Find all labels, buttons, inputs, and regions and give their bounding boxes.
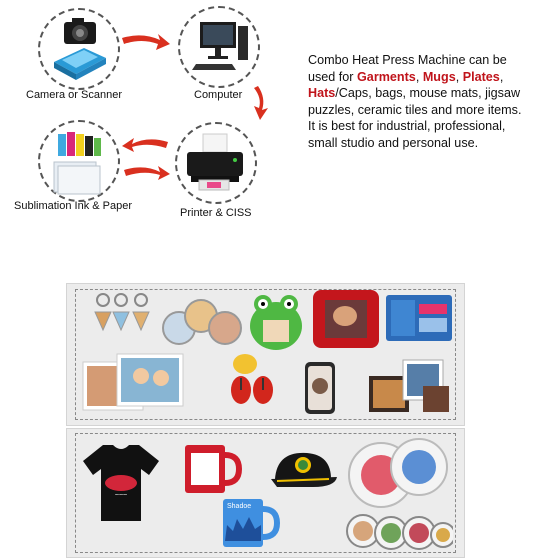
products-panel-bottom [66,428,465,558]
tshirt-image [81,441,161,523]
photo-pillow-image [311,288,381,350]
arrow-right-small-icon [122,160,170,180]
printer-icon [177,124,255,202]
computer-circle [178,6,260,88]
mug-print-text: Shadoe [227,503,252,510]
baseball-cap-image [267,447,339,495]
frog-backpack-image [247,292,305,352]
separator: , [499,69,504,84]
keychains-image [91,292,155,338]
separator: , [455,69,463,84]
red-mug-image [179,441,243,497]
description-part1: Combo Heat Press Machine can be used for [308,53,507,84]
tshirt-print-text: ~~~ [114,492,128,499]
computer-caption: Computer [194,89,243,101]
flip-flops-image [227,350,279,406]
camera-scanner-circle [38,8,120,90]
photo-prints-image [81,350,187,416]
photo-plates-image [345,435,453,551]
arrow-left-icon [122,134,170,154]
pocket-mirrors-image [161,298,247,346]
camera-caption: Camera or Scanner [26,89,122,101]
mouse-mat-image [385,294,453,342]
ink-bottle-icon [40,122,118,200]
ink-paper-caption: Sublimation Ink & Paper [14,200,133,212]
arrow-right-icon [120,30,172,52]
computer-icon [180,8,258,86]
description-text [308,52,530,152]
separator: , [415,69,423,84]
garments-highlight: Garments [357,69,416,84]
phone-case-image [303,360,339,416]
description-part3: It is best for industrial, professional, small studio and personal use. [308,119,506,150]
plates-highlight: Plates [462,69,500,84]
printer-circle [175,122,257,204]
description-part2: /Caps, bags, mouse mats, jigsaw puzzles, ceramic tiles and more items. [308,86,522,117]
photo-frames-image [363,356,451,416]
arrow-down-icon [250,84,272,122]
printer-caption: Printer & CISS [180,207,252,219]
mugs-highlight: Mugs [422,69,456,84]
camera-icon [40,10,118,88]
blue-mug [217,495,281,551]
products-panel-top [66,283,465,426]
scanner-icon [54,48,106,80]
hats-highlight: Hats [308,86,336,101]
ink-paper-circle [38,120,120,202]
